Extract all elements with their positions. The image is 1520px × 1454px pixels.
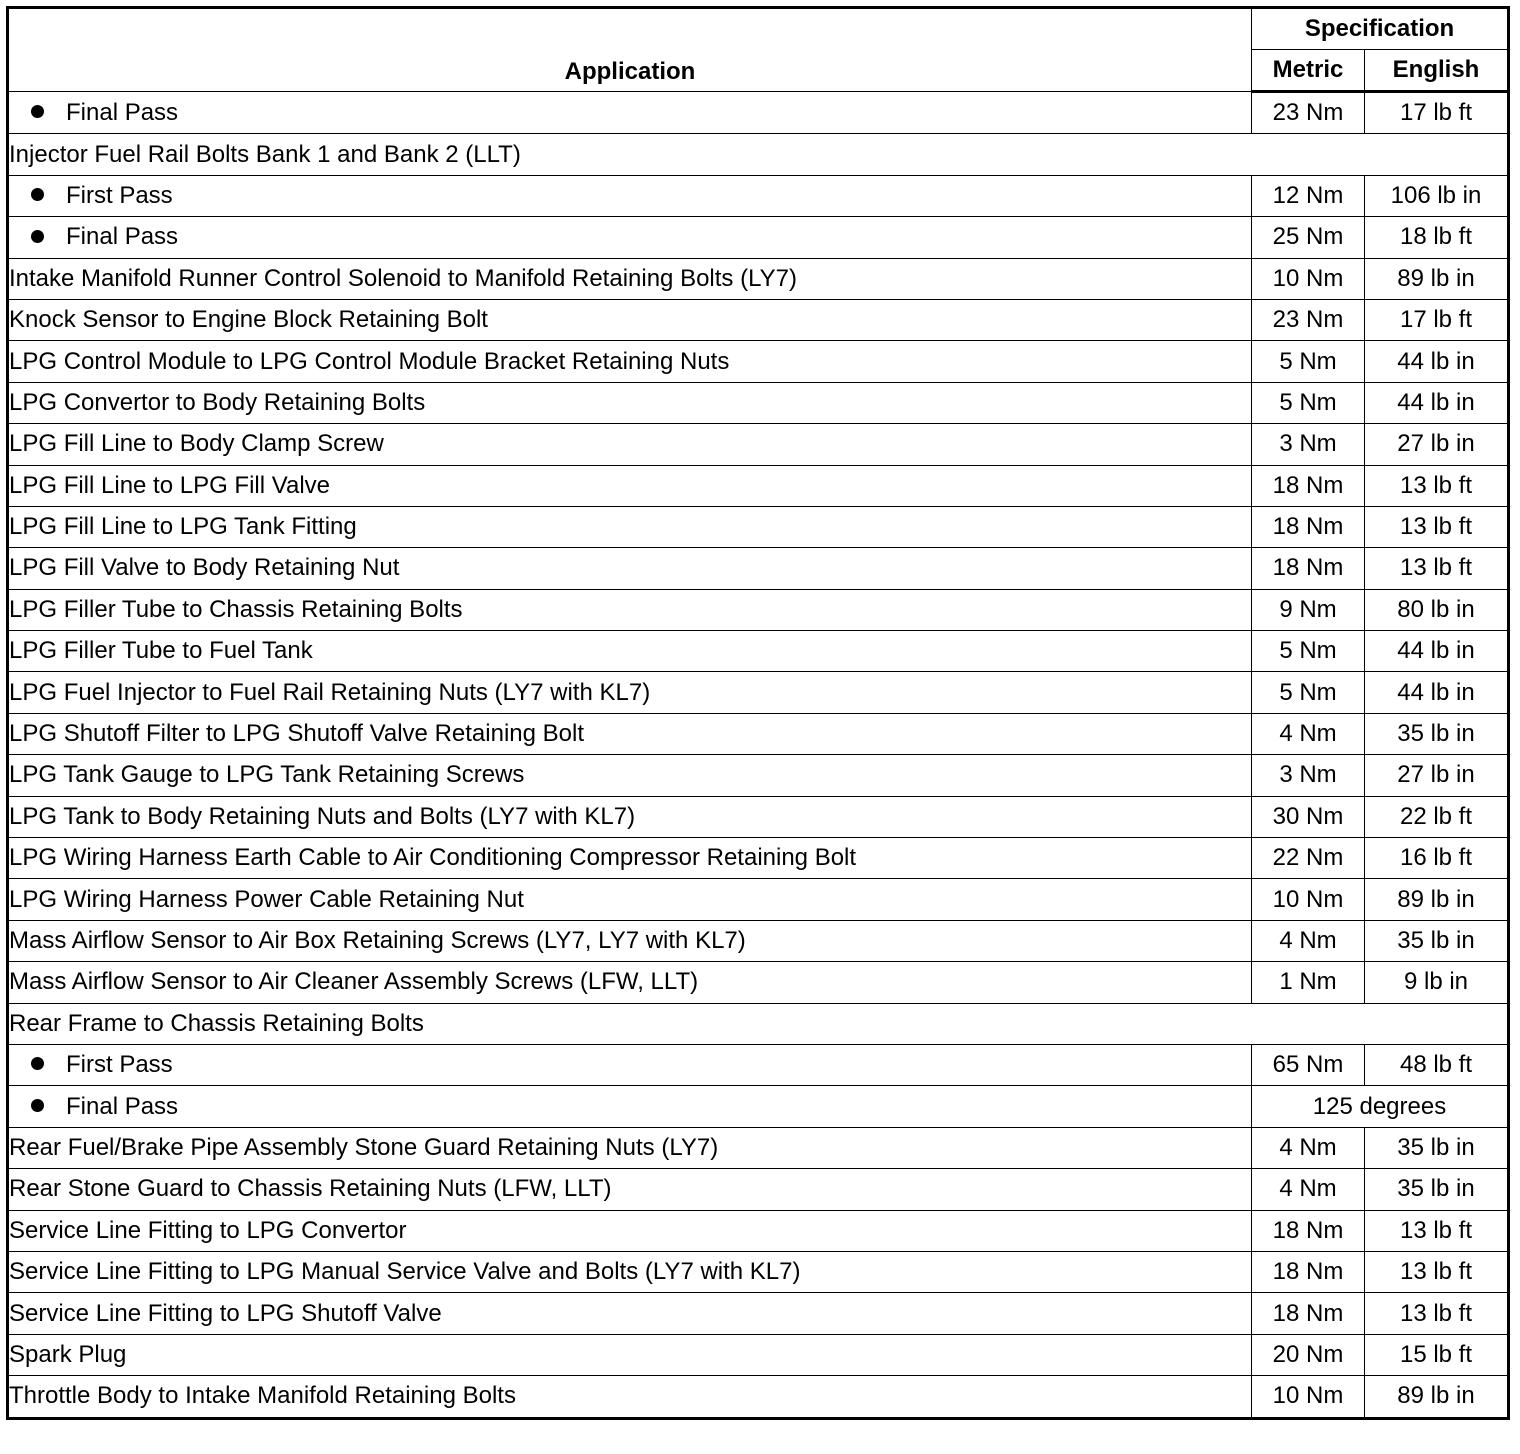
table-row	[8, 1376, 1509, 1418]
application-label: First Pass	[66, 1051, 173, 1079]
application-label: Mass Airflow Sensor to Air Cleaner Assembly Screws (LFW, LLT)	[9, 968, 699, 996]
bullet-icon	[31, 1057, 44, 1070]
english-cell: 89 lb in	[1365, 258, 1509, 299]
metric-cell: 4 Nm	[1252, 920, 1365, 961]
english-cell: 22 lb ft	[1365, 796, 1509, 837]
table-row	[8, 755, 1509, 796]
table-group-row	[8, 134, 1509, 175]
english-cell: 35 lb in	[1365, 1169, 1509, 1210]
application-cell	[8, 424, 1252, 465]
metric-cell: 23 Nm	[1252, 299, 1365, 340]
application-cell	[8, 134, 1509, 175]
application-label: LPG Shutoff Filter to LPG Shutoff Valve Retaining Bolt	[9, 720, 584, 748]
metric-cell: 5 Nm	[1252, 672, 1365, 713]
metric-cell: 18 Nm	[1252, 1210, 1365, 1251]
table-row	[8, 465, 1509, 506]
application-cell	[8, 217, 1252, 258]
application-label: LPG Wiring Harness Earth Cable to Air Conditioning Compressor Retaining Bolt	[9, 844, 857, 872]
metric-cell: 20 Nm	[1252, 1334, 1365, 1375]
application-label: LPG Fuel Injector to Fuel Rail Retaining Nuts (LY7 with KL7)	[9, 678, 651, 706]
english-cell: 13 lb ft	[1365, 548, 1509, 589]
application-cell	[8, 506, 1252, 547]
application-label: LPG Fill Valve to Body Retaining Nut	[9, 554, 400, 582]
table-row	[8, 92, 1509, 134]
application-cell	[8, 465, 1252, 506]
english-cell: 15 lb ft	[1365, 1334, 1509, 1375]
application-label: LPG Convertor to Body Retaining Bolts	[9, 388, 426, 416]
english-cell: 27 lb in	[1365, 755, 1509, 796]
table-row	[8, 631, 1509, 672]
metric-column-header: Metric	[1252, 50, 1365, 92]
bullet-icon	[31, 1099, 44, 1112]
english-column-header: English	[1365, 50, 1509, 92]
application-label: Spark Plug	[9, 1340, 127, 1368]
english-cell: 106 lb in	[1365, 175, 1509, 216]
application-cell	[8, 631, 1252, 672]
application-cell	[8, 1376, 1252, 1418]
application-label: Mass Airflow Sensor to Air Box Retaining Screws (LY7, LY7 with KL7)	[9, 927, 746, 954]
english-cell: 44 lb in	[1365, 341, 1509, 382]
metric-cell: 5 Nm	[1252, 382, 1365, 423]
table-row	[8, 548, 1509, 589]
torque-specification-table	[6, 6, 1510, 1420]
english-cell: 44 lb in	[1365, 382, 1509, 423]
application-column-header: Application	[8, 8, 1252, 92]
metric-cell: 5 Nm	[1252, 341, 1365, 382]
application-cell	[8, 1293, 1252, 1334]
combined-spec-cell: 125 degrees	[1252, 1086, 1509, 1127]
metric-cell: 4 Nm	[1252, 713, 1365, 754]
english-cell: 35 lb in	[1365, 920, 1509, 961]
metric-cell: 18 Nm	[1252, 506, 1365, 547]
application-cell	[8, 713, 1252, 754]
english-cell: 48 lb ft	[1365, 1044, 1509, 1085]
application-cell	[8, 341, 1252, 382]
english-cell: 89 lb in	[1365, 879, 1509, 920]
metric-cell: 18 Nm	[1252, 548, 1365, 589]
table-row	[8, 838, 1509, 879]
table-group-row	[8, 1003, 1509, 1044]
table-row	[8, 175, 1509, 216]
table-row	[8, 713, 1509, 754]
english-cell: 13 lb ft	[1365, 1210, 1509, 1251]
english-cell: 13 lb ft	[1365, 506, 1509, 547]
application-cell	[8, 1210, 1252, 1251]
specification-column-header: Specification	[1252, 8, 1509, 50]
application-label: Intake Manifold Runner Control Solenoid to Manifold Retaining Bolts (LY7)	[9, 264, 797, 292]
table-row	[8, 506, 1509, 547]
application-cell	[8, 1003, 1509, 1044]
metric-cell: 18 Nm	[1252, 1293, 1365, 1334]
metric-cell: 65 Nm	[1252, 1044, 1365, 1085]
application-label: LPG Wiring Harness Power Cable Retaining Nut	[9, 885, 524, 913]
application-label: Rear Fuel/Brake Pipe Assembly Stone Guard Retaining Nuts (LY7)	[9, 1133, 719, 1161]
bullet-icon	[31, 188, 44, 201]
metric-cell: 10 Nm	[1252, 1376, 1365, 1418]
application-label: Knock Sensor to Engine Block Retaining Bolt	[9, 306, 488, 334]
metric-cell: 4 Nm	[1252, 1127, 1365, 1168]
application-label: LPG Fill Line to LPG Fill Valve	[9, 471, 331, 499]
english-cell: 89 lb in	[1365, 1376, 1509, 1418]
application-cell	[8, 258, 1252, 299]
application-cell	[8, 1127, 1252, 1168]
application-cell	[8, 1334, 1252, 1375]
application-label: LPG Tank Gauge to LPG Tank Retaining Screws	[9, 761, 525, 789]
application-label: Final Pass	[66, 1092, 179, 1120]
table-row	[8, 920, 1509, 961]
english-cell: 35 lb in	[1365, 1127, 1509, 1168]
table-row	[8, 258, 1509, 299]
application-label: LPG Tank to Body Retaining Nuts and Bolts (LY7 with KL7)	[9, 802, 636, 830]
table-row	[8, 672, 1509, 713]
application-label: Injector Fuel Rail Bolts Bank 1 and Bank 2 (LLT)	[9, 140, 521, 168]
application-cell	[8, 962, 1252, 1003]
metric-cell: 10 Nm	[1252, 879, 1365, 920]
english-cell: 17 lb ft	[1365, 92, 1509, 134]
application-cell	[8, 175, 1252, 216]
metric-cell: 23 Nm	[1252, 92, 1365, 134]
application-cell	[8, 589, 1252, 630]
table-row	[8, 341, 1509, 382]
application-cell	[8, 1169, 1252, 1210]
application-cell	[8, 548, 1252, 589]
table-row	[8, 589, 1509, 630]
table-row	[8, 1210, 1509, 1251]
metric-cell: 22 Nm	[1252, 838, 1365, 879]
metric-cell: 12 Nm	[1252, 175, 1365, 216]
application-label: First Pass	[66, 181, 173, 209]
table-row	[8, 424, 1509, 465]
metric-cell: 18 Nm	[1252, 465, 1365, 506]
application-label: Final Pass	[66, 223, 179, 251]
application-cell	[8, 1086, 1252, 1127]
application-cell	[8, 1044, 1252, 1085]
application-label: Service Line Fitting to LPG Shutoff Valve	[9, 1299, 442, 1327]
metric-cell: 3 Nm	[1252, 424, 1365, 465]
application-label: Final Pass	[66, 98, 179, 126]
application-cell	[8, 755, 1252, 796]
english-cell: 9 lb in	[1365, 962, 1509, 1003]
application-cell	[8, 92, 1252, 134]
metric-cell: 1 Nm	[1252, 962, 1365, 1003]
table-row	[8, 1169, 1509, 1210]
table-row	[8, 1086, 1509, 1127]
application-label: LPG Fill Line to Body Clamp Screw	[9, 430, 384, 458]
application-label: Service Line Fitting to LPG Manual Service Valve and Bolts (LY7 with KL7)	[9, 1258, 801, 1286]
english-cell: 17 lb ft	[1365, 299, 1509, 340]
table-row	[8, 1293, 1509, 1334]
table-row	[8, 1044, 1509, 1085]
application-label: LPG Filler Tube to Fuel Tank	[9, 637, 313, 665]
application-cell	[8, 299, 1252, 340]
english-cell: 13 lb ft	[1365, 1293, 1509, 1334]
table-row	[8, 796, 1509, 837]
table-row	[8, 382, 1509, 423]
english-cell: 13 lb ft	[1365, 465, 1509, 506]
header-row-top	[8, 8, 1509, 50]
metric-cell: 10 Nm	[1252, 258, 1365, 299]
application-cell	[8, 838, 1252, 879]
application-label: LPG Control Module to LPG Control Module Bracket Retaining Nuts	[9, 347, 730, 375]
application-cell	[8, 796, 1252, 837]
metric-cell: 4 Nm	[1252, 1169, 1365, 1210]
application-label: LPG Fill Line to LPG Tank Fitting	[9, 513, 357, 541]
application-label: LPG Filler Tube to Chassis Retaining Bolts	[9, 595, 463, 623]
table-row	[8, 1251, 1509, 1292]
metric-cell: 9 Nm	[1252, 589, 1365, 630]
metric-cell: 3 Nm	[1252, 755, 1365, 796]
bullet-icon	[31, 230, 44, 243]
application-cell	[8, 879, 1252, 920]
table-header	[8, 8, 1509, 92]
english-cell: 44 lb in	[1365, 672, 1509, 713]
application-label: Rear Stone Guard to Chassis Retaining Nuts (LFW, LLT)	[9, 1175, 612, 1203]
english-cell: 16 lb ft	[1365, 838, 1509, 879]
application-label: Throttle Body to Intake Manifold Retaining Bolts	[9, 1382, 516, 1410]
metric-cell: 5 Nm	[1252, 631, 1365, 672]
application-label: Service Line Fitting to LPG Convertor	[9, 1216, 407, 1244]
english-cell: 35 lb in	[1365, 713, 1509, 754]
application-label: Rear Frame to Chassis Retaining Bolts	[9, 1009, 424, 1037]
table-row	[8, 1334, 1509, 1375]
application-cell	[8, 920, 1252, 961]
application-cell	[8, 382, 1252, 423]
english-cell: 27 lb in	[1365, 424, 1509, 465]
english-cell: 13 lb ft	[1365, 1251, 1509, 1292]
application-cell	[8, 672, 1252, 713]
metric-cell: 25 Nm	[1252, 217, 1365, 258]
english-cell: 80 lb in	[1365, 589, 1509, 630]
application-cell	[8, 1251, 1252, 1292]
table-row	[8, 879, 1509, 920]
bullet-icon	[31, 105, 44, 118]
metric-cell: 30 Nm	[1252, 796, 1365, 837]
table-row	[8, 1127, 1509, 1168]
table-row	[8, 962, 1509, 1003]
english-cell: 44 lb in	[1365, 631, 1509, 672]
english-cell: 18 lb ft	[1365, 217, 1509, 258]
table-body	[8, 92, 1509, 1419]
metric-cell: 18 Nm	[1252, 1251, 1365, 1292]
table-row	[8, 299, 1509, 340]
table-row	[8, 217, 1509, 258]
